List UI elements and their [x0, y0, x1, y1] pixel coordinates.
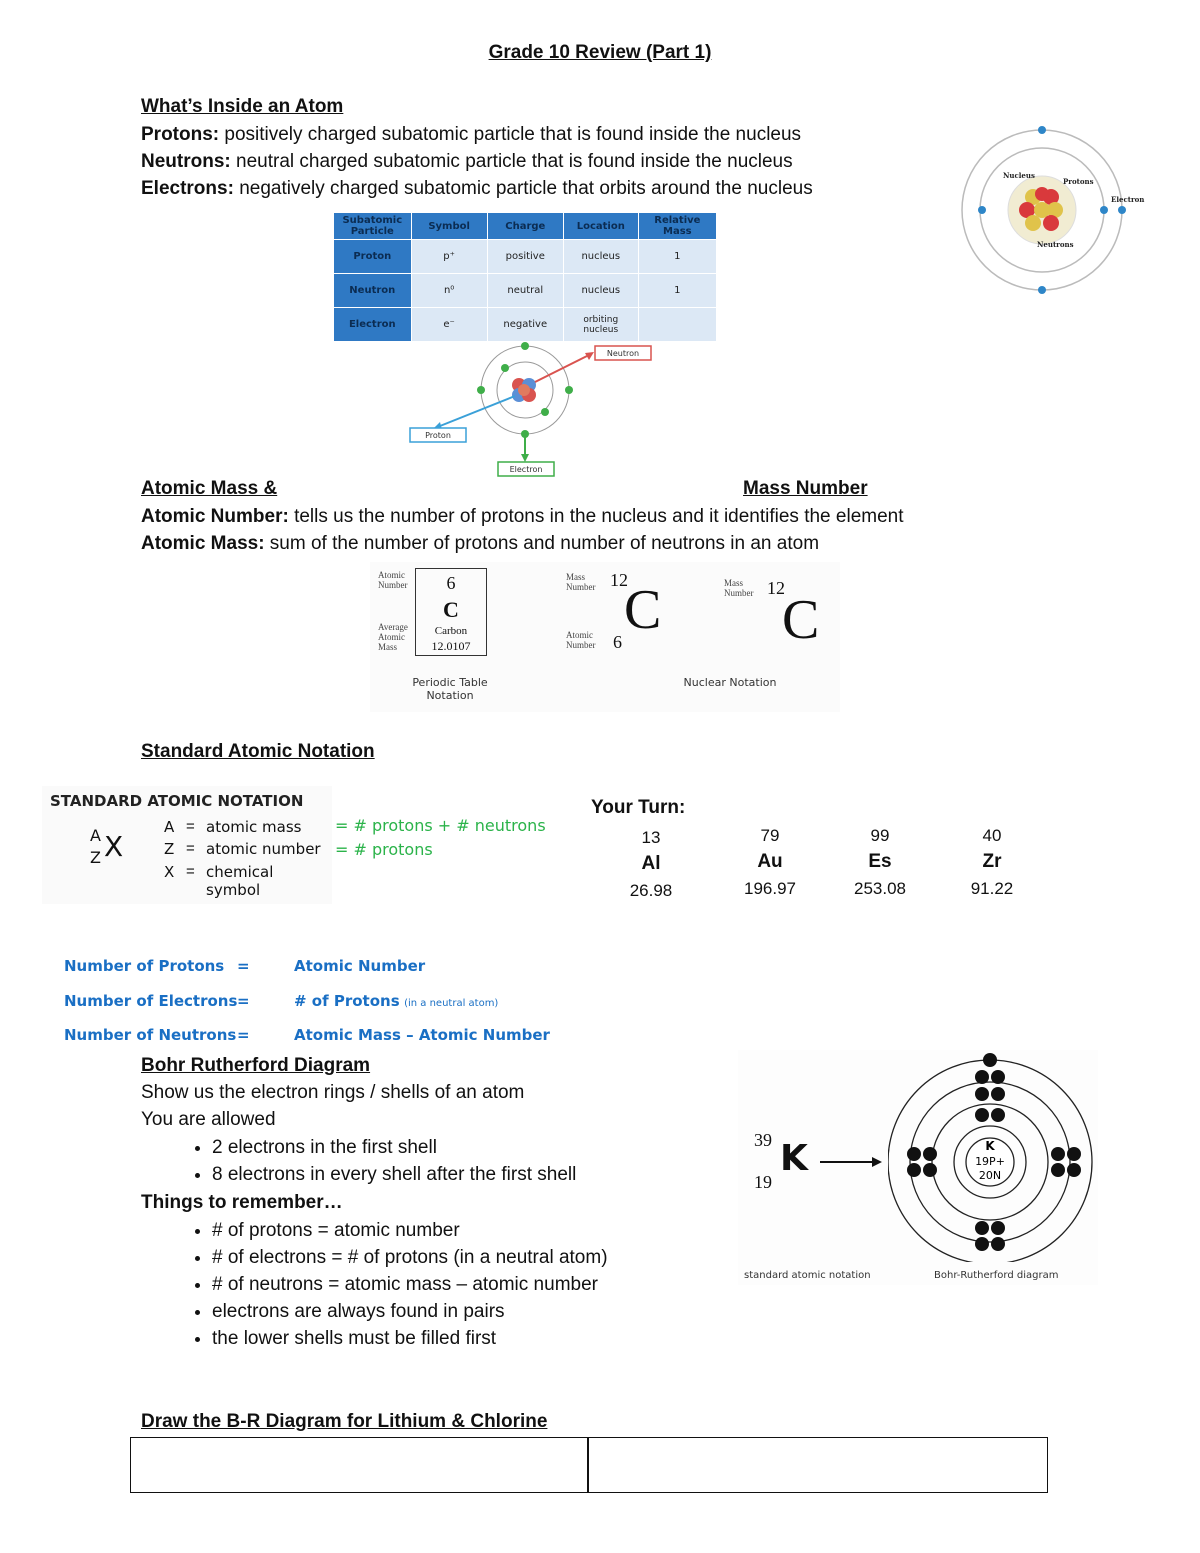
- formula-electrons-eq: =: [237, 992, 250, 1010]
- formula-neutrons-left: Number of Neutrons: [64, 1026, 237, 1044]
- notation-Z: Z: [90, 848, 101, 867]
- term: Protons:: [141, 124, 220, 145]
- term: Electrons:: [141, 178, 234, 199]
- bohr-line-2: You are allowed: [141, 1109, 276, 1130]
- notation-X: X: [104, 830, 124, 863]
- section-heading-notation: Standard Atomic Notation: [141, 741, 375, 762]
- definition-electrons: [141, 178, 813, 200]
- element-number: 13: [641, 828, 661, 847]
- legend-extra-number: = # protons: [335, 840, 433, 859]
- section-heading-mass-right: Mass Number: [743, 478, 868, 499]
- definition-protons: [141, 124, 801, 146]
- element-mass: 196.97: [744, 879, 796, 898]
- nuclear-caption: Nuclear Notation: [683, 676, 777, 689]
- legend-desc: atomic number: [206, 840, 321, 858]
- table-cell: nucleus: [563, 274, 638, 308]
- element-box: [415, 568, 487, 656]
- definition-atomic-number: [141, 506, 904, 528]
- table-cell: n⁰: [411, 274, 487, 308]
- table-cell: Electron: [334, 308, 412, 342]
- table-header: Location: [563, 213, 638, 240]
- element-mass: 91.22: [970, 879, 1014, 898]
- page-title: Grade 10 Review (Part 1): [488, 42, 712, 63]
- notation-A: A: [90, 826, 101, 845]
- electron-label: Electron: [509, 465, 543, 474]
- arrow-icon: [818, 1152, 884, 1172]
- atom-diagram: [395, 338, 725, 478]
- formula-protons-left: Number of Protons: [64, 957, 225, 975]
- formula-neutrons-eq: =: [237, 1026, 250, 1044]
- nuclear-symbol-large-2: C: [782, 589, 820, 651]
- bohr-rutherford-diagram: [888, 1052, 1098, 1262]
- definition-text: negatively charged subatomic particle that orbits around the nucleus: [233, 178, 813, 199]
- definition-text: neutral charged subatomic particle that is found inside the nucleus: [230, 151, 793, 172]
- atomic-number-label: Atomic Number: [378, 570, 408, 590]
- nuclear-atomic-number-label: Atomic Number: [566, 630, 596, 650]
- nuclear-symbol-large: C: [624, 579, 662, 641]
- caption-left: standard atomic notation: [744, 1270, 871, 1281]
- table-header: Relative Mass: [638, 213, 716, 240]
- formula-protons-eq: =: [237, 957, 250, 975]
- legend-extra-mass: = # protons + # neutrons: [335, 816, 546, 835]
- element-card: [952, 826, 1032, 899]
- section-heading-bohr: Bohr Rutherford Diagram: [141, 1055, 371, 1076]
- atomic-mass: 12.0107: [431, 639, 471, 653]
- section-heading-atom: What’s Inside an Atom: [141, 96, 344, 117]
- element-symbol: Al: [641, 853, 661, 874]
- table-cell: positive: [487, 240, 563, 274]
- definition-atomic-mass: [141, 533, 819, 555]
- formula-electrons-right-wrap: [294, 992, 498, 1011]
- table-cell: Proton: [334, 240, 412, 274]
- remember-list: [186, 1217, 608, 1352]
- notation-box: [42, 786, 332, 904]
- definition-text: sum of the number of protons and number of neutrons in an atom: [264, 533, 820, 554]
- table-header: Charge: [487, 213, 563, 240]
- nucleus-symbol: K: [985, 1139, 995, 1153]
- proton-arrow: [435, 396, 515, 428]
- bohr-line-1: Show us the electron rings / shells of an atom: [141, 1082, 525, 1103]
- nucleus-neutrons: 20N: [978, 1169, 1002, 1182]
- legend-eq: =: [186, 818, 195, 835]
- drawing-box-chlorine[interactable]: [587, 1437, 1048, 1493]
- legend-eq: =: [186, 863, 195, 880]
- nucleus-protons: 19P+: [975, 1155, 1005, 1168]
- table-cell: neutral: [487, 274, 563, 308]
- definition-text: tells us the number of protons in the nucleus and it identifies the element: [288, 506, 904, 527]
- atomic-number: 6: [446, 573, 456, 593]
- nuclear-atomic-number: 6: [613, 632, 622, 652]
- your-turn-label: Your Turn:: [591, 797, 686, 818]
- element-symbol: Au: [757, 851, 783, 872]
- element-number: 40: [982, 826, 1002, 845]
- list-item: • 2 electrons in the first shell: [212, 1134, 576, 1161]
- k-atomic-number: 19: [754, 1172, 772, 1192]
- element-symbol: C: [443, 597, 459, 622]
- k-symbol: K: [780, 1138, 808, 1179]
- list-item: • # of neutrons = atomic mass – atomic number: [212, 1271, 608, 1298]
- element-name: Carbon: [434, 625, 468, 637]
- legend-desc: atomic mass: [206, 818, 302, 836]
- legend-sym: Z: [164, 840, 175, 858]
- table-row: [334, 274, 717, 308]
- table-row: [334, 240, 717, 274]
- formula-protons-right: Atomic Number: [294, 957, 426, 975]
- allowed-list: [186, 1134, 576, 1188]
- legend-eq: =: [186, 840, 195, 857]
- notation-box-title: STANDARD ATOMIC NOTATION: [50, 792, 304, 810]
- element-number: 99: [870, 826, 890, 845]
- table-cell: 1: [638, 274, 716, 308]
- k-mass-number: 39: [754, 1130, 772, 1150]
- mass-number-label-2: Mass Number: [724, 578, 754, 598]
- list-item: • # of protons = atomic number: [212, 1217, 608, 1244]
- subatomic-table: [333, 212, 717, 342]
- table-cell: e⁻: [411, 308, 487, 342]
- element-number: 79: [760, 826, 780, 845]
- remember-heading: Things to remember…: [141, 1192, 343, 1213]
- table-cell: [638, 308, 716, 342]
- table-cell: orbiting nucleus: [563, 308, 638, 342]
- drawing-box-lithium[interactable]: [130, 1437, 589, 1493]
- atom-model-diagram: [955, 122, 1155, 297]
- table-cell: 1: [638, 240, 716, 274]
- nucleus-label: Nucleus: [1003, 171, 1035, 180]
- element-card: [611, 828, 691, 901]
- table-header: Subatomic Particle: [334, 213, 412, 240]
- formula-neutrons-right: Atomic Mass – Atomic Number: [294, 1026, 550, 1044]
- formula-electrons-note: (in a neutral atom): [404, 998, 499, 1009]
- section-heading-mass-left: Atomic Mass &: [141, 478, 278, 499]
- term: Neutrons:: [141, 151, 231, 172]
- element-symbol: Es: [868, 851, 892, 872]
- periodic-notation: [370, 562, 840, 712]
- list-item: • electrons are always found in pairs: [212, 1298, 608, 1325]
- neutrons-label: Neutrons: [1037, 240, 1074, 249]
- mass-number-label: Mass Number: [566, 572, 596, 592]
- periodic-caption: Periodic Table Notation: [412, 676, 488, 702]
- element-symbol: Zr: [982, 851, 1002, 872]
- formula-electrons-right: # of Protons: [294, 992, 400, 1010]
- nuclear-mass-number: 12: [610, 570, 628, 590]
- caption-right: Bohr-Rutherford diagram: [934, 1270, 1059, 1281]
- potassium-diagram: [738, 1050, 1098, 1285]
- list-item: • the lower shells must be filled first: [212, 1325, 608, 1352]
- element-mass: 253.08: [854, 879, 906, 898]
- definition-text: positively charged subatomic particle that is found inside the nucleus: [219, 124, 802, 145]
- table-header: Symbol: [411, 213, 487, 240]
- element-card: [730, 826, 810, 899]
- list-item: • 8 electrons in every shell after the first shell: [212, 1161, 576, 1188]
- neutron-arrow: [535, 354, 591, 382]
- table-cell: Neutron: [334, 274, 412, 308]
- table-row: [334, 308, 717, 342]
- legend-desc: chemical symbol: [206, 863, 274, 899]
- nuclear-mass-number-2: 12: [767, 578, 785, 598]
- table-cell: p⁺: [411, 240, 487, 274]
- table-cell: nucleus: [563, 240, 638, 274]
- neutron-label: Neutron: [606, 349, 640, 358]
- average-mass-label: Average Atomic Mass: [378, 622, 408, 652]
- electron-arrowhead: [521, 454, 529, 462]
- protons-label: Protons: [1063, 177, 1094, 186]
- list-item: • # of electrons = # of protons (in a neutral atom): [212, 1244, 608, 1271]
- element-card: [840, 826, 920, 899]
- legend-sym: X: [164, 863, 175, 881]
- proton-label: Proton: [425, 431, 451, 440]
- element-mass: 26.98: [629, 881, 673, 900]
- formula-electrons-left: Number of Electrons: [64, 992, 238, 1010]
- section-heading-draw: Draw the B-R Diagram for Lithium & Chlorine: [141, 1411, 548, 1432]
- definition-neutrons: [141, 151, 793, 173]
- legend-sym: A: [164, 818, 175, 836]
- electron-label: Electron: [1111, 195, 1145, 204]
- nucleus: [512, 378, 536, 402]
- table-cell: negative: [487, 308, 563, 342]
- term: Atomic Mass:: [141, 533, 265, 554]
- term: Atomic Number:: [141, 506, 289, 527]
